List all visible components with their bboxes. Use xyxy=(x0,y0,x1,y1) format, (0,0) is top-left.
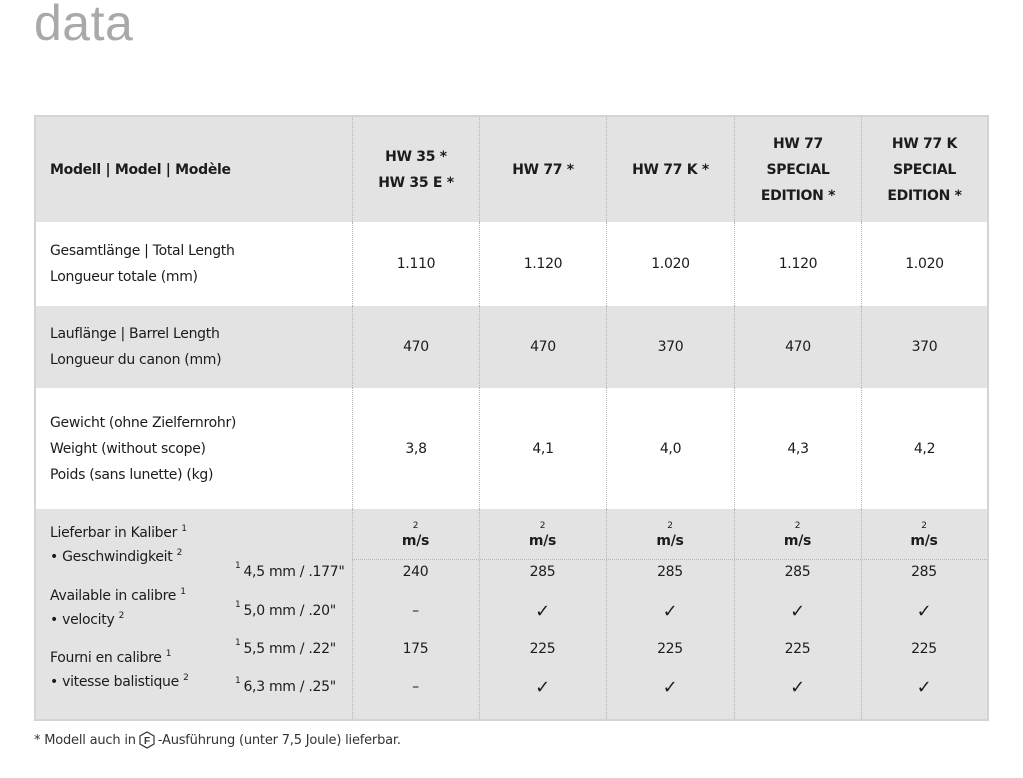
table-row-weight xyxy=(36,388,987,509)
table-row-barrel-length xyxy=(36,306,987,388)
caliber-label: • Geschwindigkeit $^2$ xyxy=(50,548,183,565)
footnote: * Modell auch in F -Ausführung (unter 7,5 Joule) lieferbar. xyxy=(34,732,401,748)
row-label: Lauflänge | Barrel Length Longueur du canon (mm) xyxy=(50,326,222,368)
specs-table xyxy=(34,115,989,721)
unit-cell: 2 m/s xyxy=(528,521,557,549)
table-cell: 3,8 xyxy=(352,388,479,509)
table-cell: 1.120 xyxy=(734,222,861,306)
table-cell: – xyxy=(412,603,419,619)
table-cell: 285 xyxy=(911,564,937,580)
check-icon: ✓ xyxy=(790,600,805,622)
table-cell: 175 xyxy=(402,641,429,657)
table-cell: 1.120 xyxy=(479,222,606,306)
check-icon: ✓ xyxy=(535,600,550,622)
table-cell: 470 xyxy=(734,306,861,388)
table-cell: – xyxy=(412,679,419,695)
header-hw77k: HW 77 K * xyxy=(606,117,734,222)
check-icon: ✓ xyxy=(916,676,932,698)
table-header-row xyxy=(36,117,987,222)
table-cell: 225 xyxy=(529,641,556,657)
table-cell: 225 xyxy=(657,641,683,657)
row-label: Gesamtlänge | Total Length Longueur totale (mm) xyxy=(50,243,235,285)
table-cell: 1.020 xyxy=(606,222,734,306)
caliber-size: 1 4,5 mm / .177" xyxy=(235,561,345,580)
caliber-label: • vitesse balistique $^2$ xyxy=(50,673,189,690)
check-icon: ✓ xyxy=(916,600,932,622)
header-hw77: HW 77 * xyxy=(479,117,606,222)
caliber-size: 1 5,5 mm / .22" xyxy=(235,638,336,657)
table-cell: 1.020 xyxy=(861,222,987,306)
table-cell: 285 xyxy=(657,564,683,580)
table-cell: 285 xyxy=(784,564,811,580)
unit-cell: 2 m/s xyxy=(783,521,812,549)
table-cell: 4,2 xyxy=(861,388,987,509)
table-cell: 225 xyxy=(911,641,937,657)
table-section-caliber xyxy=(36,509,987,719)
check-icon: ✓ xyxy=(535,676,550,698)
table-cell: 4,3 xyxy=(734,388,861,509)
table-cell: 1.110 xyxy=(352,222,479,306)
model-header-label: Modell | Model | Modèle xyxy=(50,161,231,178)
unit-cell: 2 m/s xyxy=(656,521,684,549)
caliber-size: 1 6,3 mm / .25" xyxy=(235,676,336,695)
table-cell: 4,1 xyxy=(479,388,606,509)
table-row-total-length xyxy=(36,222,987,306)
svg-text:F: F xyxy=(143,736,150,747)
page-title: data xyxy=(34,0,134,51)
table-cell: 285 xyxy=(529,564,556,580)
table-cell: 470 xyxy=(479,306,606,388)
table-cell: 225 xyxy=(784,641,811,657)
header-hw77k-special: HW 77 K SPECIAL EDITION * xyxy=(861,117,987,222)
check-icon: ✓ xyxy=(662,676,678,698)
table-cell: 370 xyxy=(861,306,987,388)
caliber-size: 1 5,0 mm / .20" xyxy=(235,600,336,619)
table-cell: 240 xyxy=(402,564,429,580)
header-hw77-special: HW 77 SPECIAL EDITION * xyxy=(734,117,861,222)
header-hw35: HW 35 * HW 35 E * xyxy=(352,117,479,222)
caliber-label: Available in calibre $^1$ xyxy=(50,587,186,604)
row-label: Gewicht (ohne Zielfernrohr) Weight (without scope) Poids (sans lunette) (kg) xyxy=(50,414,237,483)
caliber-label: Lieferbar in Kaliber $^1$ xyxy=(50,524,187,541)
caliber-label: Fourni en calibre $^1$ xyxy=(50,649,172,666)
unit-cell: 2 m/s xyxy=(401,521,430,549)
table-cell: 370 xyxy=(606,306,734,388)
unit-cell: 2 m/s xyxy=(910,521,938,549)
table-cell: 4,0 xyxy=(606,388,734,509)
table-cell: 470 xyxy=(352,306,479,388)
check-icon: ✓ xyxy=(790,676,805,698)
caliber-label: • velocity $^2$ xyxy=(50,611,125,628)
check-icon: ✓ xyxy=(662,600,678,622)
f-mark-icon xyxy=(138,731,156,749)
